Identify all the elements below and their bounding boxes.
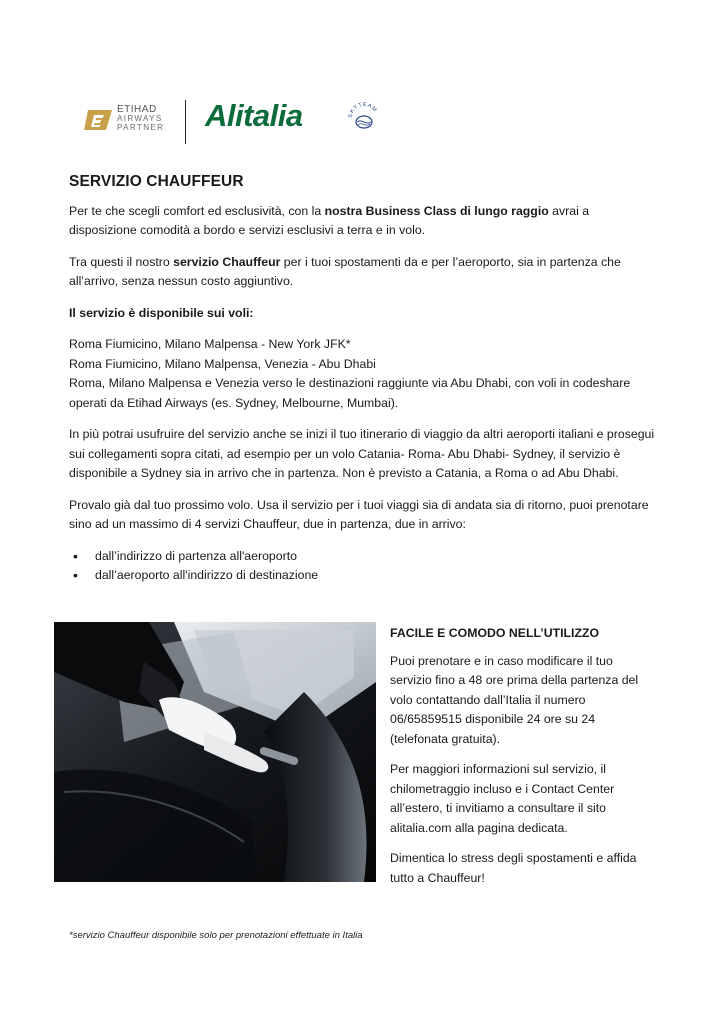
page-title: SERVIZIO CHAUFFEUR xyxy=(69,173,244,190)
info-paragraph: Per maggiori informazioni sul servizio, il chilometraggio incluso e i Contact Center all’estero, ti invitiamo a consultare il sito alitalia.com alla pagina dedicata. xyxy=(390,762,615,835)
intro-bold: nostra Business Class di lungo raggio xyxy=(324,203,549,218)
etihad-logo-text xyxy=(117,105,164,132)
alitalia-wordmark: Alitalia xyxy=(205,98,303,133)
chauffeur-car-door-photo xyxy=(54,622,376,882)
footnote: *servizio Chauffeur disponibile solo per prenotazioni effettuate in Italia xyxy=(69,930,363,941)
intro-text-end: avrai a disposizione comodità a bordo e servizi esclusivi a terra e in volo. xyxy=(69,203,590,237)
service-text-start: Tra questi il nostro xyxy=(69,254,174,269)
booking-paragraph: Puoi prenotare e in caso modificare il tuo servizio fino a 48 ore prima della partenza del volo contattando dall’Italia il numero 06/65859515 disponibile 24 ore su 24 (telefonata gratuita). xyxy=(390,653,639,746)
closing-paragraph: Dimentica lo stress degli spostamenti e affida tutto a Chauffeur! xyxy=(390,851,637,885)
service-bold: servizio Chauffeur xyxy=(173,254,281,269)
available-heading: Il servizio è disponibile sui voli: xyxy=(69,305,254,320)
route-3: Roma, Milano Malpensa e Venezia verso le destinazioni raggiunte via Abu Dhabi, con voli in codeshare operati da Etihad Airways (es. Sydney, Melbourne, Mumbai). xyxy=(69,376,631,410)
list-item: • dall’aeroporto all'indirizzo di destinazione xyxy=(69,566,659,586)
intro-paragraph xyxy=(69,202,659,241)
side-heading: FACILE E COMODO NELL’UTILIZZO xyxy=(390,626,600,640)
logo-divider xyxy=(185,100,186,144)
skyteam-label: SKYTEAM xyxy=(347,101,379,119)
skyteam-logo-icon xyxy=(346,100,382,136)
etihad-line3: PARTNER xyxy=(117,123,165,132)
etihad-line2: AIRWAYS xyxy=(117,114,163,123)
other-airports-paragraph: In più potrai usufruire del servizio anche se inizi il tuo itinerario di viaggio da altri aeroporti italiani e prosegui sui collegamenti sopra citati, ad esempio per un volo Catania- Roma- Abu Dhabi- Sydney, il servizio è disponibile a Sydney sia in arrivo che in partenza. Non è previsto a Catania, a Roma o ad Abu Dhabi. xyxy=(69,427,655,480)
service-paragraph xyxy=(69,253,659,292)
route-2: Roma Fiumicino, Milano Malpensa, Venezia - Abu Dhabi xyxy=(69,356,376,371)
main-content xyxy=(69,172,659,586)
etihad-airways-partner-logo xyxy=(84,104,184,138)
car-door-illustration xyxy=(54,622,376,882)
routes-paragraph xyxy=(69,335,659,413)
try-it-paragraph: Provalo già dal tuo prossimo volo. Usa il servizio per i tuoi viaggi sia di andata sia di ritorno, puoi prenotare sino ad un massimo di 4 servizi Chauffeur, due in partenza, due in arrivo: xyxy=(69,497,649,531)
intro-text-start: Per te che scegli comfort ed esclusività, con la xyxy=(69,203,325,218)
chauffeur-service-list xyxy=(69,547,659,586)
service-text-end: per i tuoi spostamenti da e per l’aeroporto, sia in partenza che all’arrivo, senza nessun costo aggiuntivo. xyxy=(69,254,621,288)
easy-use-section xyxy=(390,624,652,899)
route-1: Roma Fiumicino, Milano Malpensa - New York JFK* xyxy=(69,337,351,351)
etihad-logo-icon xyxy=(84,106,114,134)
list-item: • dall’indirizzo di partenza all'aeroporto xyxy=(69,547,659,567)
header-logos xyxy=(84,96,404,146)
etihad-line1: ETIHAD xyxy=(117,104,157,115)
